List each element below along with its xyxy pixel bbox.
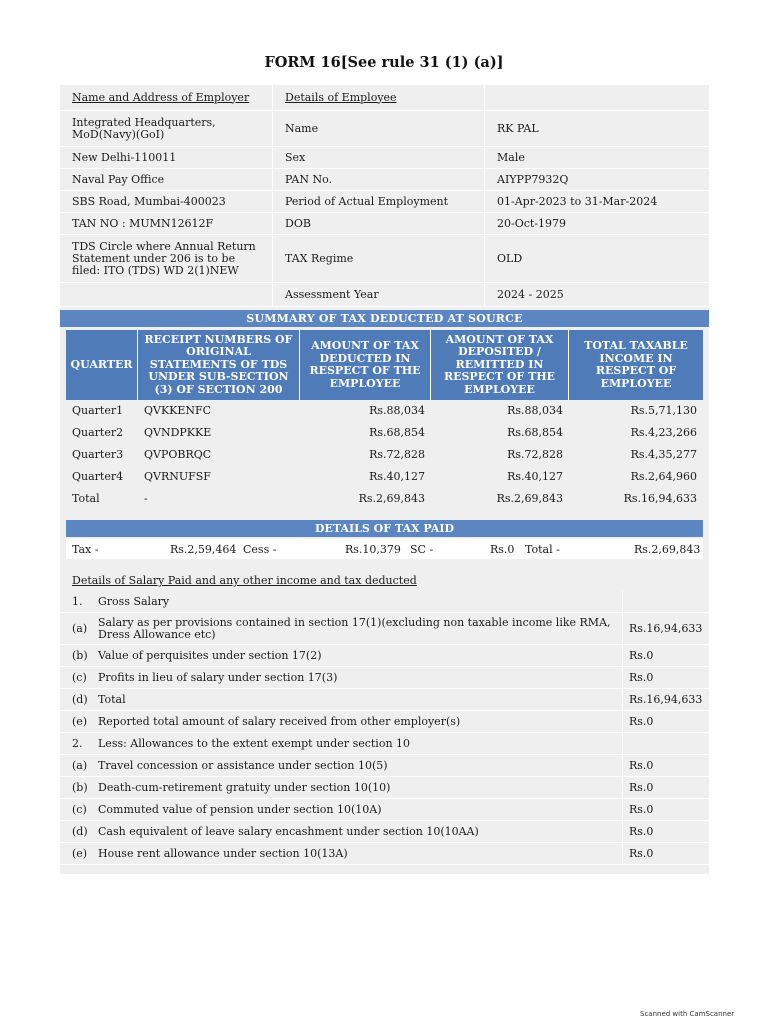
employee-field-label: Assessment Year (272, 283, 484, 307)
tax-deducted-cell: Rs.88,034 (369, 404, 425, 417)
table-row (60, 843, 709, 865)
row-index: (a) (60, 613, 92, 645)
taxable-income-cell: Rs.2,64,960 (630, 470, 697, 483)
table-row (66, 466, 703, 488)
table-row (60, 689, 709, 711)
tax-deducted-cell: Rs.40,127 (369, 470, 425, 483)
employee-header: Details of Employee (272, 85, 484, 111)
table-row (60, 711, 709, 733)
row-index: 2. (60, 733, 92, 755)
receipt-number-cell: QVPOBRQC (144, 448, 212, 461)
taxable-income-cell: Rs.5,71,130 (630, 404, 697, 417)
info-row (60, 213, 709, 235)
row-amount (622, 591, 709, 613)
info-row (60, 111, 709, 147)
table-row (60, 733, 709, 755)
row-label: Profits in lieu of salary under section 17(3) (92, 667, 622, 689)
row-amount: Rs.16,94,633 (622, 689, 709, 711)
quarter-cell: Quarter2 (72, 426, 124, 439)
table-row (66, 422, 703, 444)
tax-deposited-cell: Rs.72,828 (507, 448, 563, 461)
employee-field-label: TAX Regime (272, 235, 484, 283)
tax-paid-row (66, 539, 703, 559)
row-label: Commuted value of pension under section 10(10A) (92, 799, 622, 821)
row-index: (e) (60, 843, 92, 865)
row-index: (c) (60, 799, 92, 821)
table-row (66, 400, 703, 422)
row-label: House rent allowance under section 10(13A) (92, 843, 622, 865)
employer-line (60, 283, 272, 307)
total-value: Rs.2,69,843 (634, 543, 701, 556)
employee-field-value: 2024 - 2025 (484, 283, 709, 307)
employee-field-label: PAN No. (272, 169, 484, 191)
row-label: Total (92, 689, 622, 711)
info-row (60, 147, 709, 169)
tds-summary-section (60, 310, 709, 512)
table-row (60, 645, 709, 667)
salary-section (60, 564, 709, 874)
row-index: (c) (60, 667, 92, 689)
tds-summary-title: SUMMARY OF TAX DEDUCTED AT SOURCE (60, 310, 709, 327)
row-index: 1. (60, 591, 92, 613)
employer-header: Name and Address of Employer (60, 85, 272, 111)
quarter-cell: Total (72, 492, 100, 505)
employee-field-value: AIYPP7932Q (484, 169, 709, 191)
tds-summary-table (66, 330, 703, 510)
col-header-tax-deposited: AMOUNT OF TAX DEPOSITED / REMITTED IN RESPECT OF THE EMPLOYEE (431, 330, 569, 400)
row-amount: Rs.0 (622, 755, 709, 777)
employer-line: Naval Pay Office (60, 169, 272, 191)
row-amount: Rs.16,94,633 (622, 613, 709, 645)
sc-label: SC - (410, 543, 434, 556)
receipt-number-cell: - (144, 492, 148, 505)
employee-field-value: 01-Apr-2023 to 31-Mar-2024 (484, 191, 709, 213)
receipt-number-cell: QVRNUFSF (144, 470, 211, 483)
table-row (60, 591, 709, 613)
row-label: Travel concession or assistance under section 10(5) (92, 755, 622, 777)
employee-field-value: 20-Oct-1979 (484, 213, 709, 235)
cess-label: Cess - (243, 543, 277, 556)
form-title: FORM 16[See rule 31 (1) (a)] (264, 54, 504, 71)
cess-value: Rs.10,379 (345, 543, 401, 556)
row-index: (b) (60, 777, 92, 799)
row-label: Less: Allowances to the extent exempt under section 10 (92, 733, 622, 755)
employee-field-label: Name (272, 111, 484, 147)
col-header-taxable-income: TOTAL TAXABLE INCOME IN RESPECT OF EMPLOYEE (569, 330, 703, 400)
col-header-quarter: QUARTER (66, 330, 138, 400)
employer-line: SBS Road, Mumbai-400023 (60, 191, 272, 213)
employer-line: TAN NO : MUMN12612F (60, 213, 272, 235)
row-label: Gross Salary (92, 591, 622, 613)
scanner-watermark-text: Scanned with CamScanner (640, 1010, 735, 1018)
employee-field-label: DOB (272, 213, 484, 235)
tax-deducted-cell: Rs.2,69,843 (358, 492, 425, 505)
sc-value: Rs.0 (490, 543, 515, 556)
row-amount: Rs.0 (622, 777, 709, 799)
employer-employee-section (60, 85, 709, 310)
row-index: (b) (60, 645, 92, 667)
row-label: Reported total amount of salary received from other employer(s) (92, 711, 622, 733)
tax-deposited-cell: Rs.2,69,843 (496, 492, 563, 505)
tax-label: Tax - (72, 543, 99, 556)
tax-deposited-cell: Rs.88,034 (507, 404, 563, 417)
tax-paid-title: DETAILS OF TAX PAID (66, 520, 703, 537)
info-row (60, 191, 709, 213)
quarter-cell: Quarter4 (72, 470, 124, 483)
row-label: Cash equivalent of leave salary encashment under section 10(10AA) (92, 821, 622, 843)
row-index: (e) (60, 711, 92, 733)
employer-line: Integrated Headquarters, MoD(Navy)(GoI) (60, 111, 272, 147)
row-amount: Rs.0 (622, 799, 709, 821)
info-row (60, 235, 709, 283)
row-label: Value of perquisites under section 17(2) (92, 645, 622, 667)
salary-table (60, 591, 709, 865)
row-amount: Rs.0 (622, 843, 709, 865)
col-header-tax-deducted: AMOUNT OF TAX DEDUCTED IN RESPECT OF THE EMPLOYEE (300, 330, 431, 400)
tax-deducted-cell: Rs.72,828 (369, 448, 425, 461)
salary-details-heading: Details of Salary Paid and any other income and tax deducted (72, 574, 417, 587)
tax-paid-section (60, 512, 709, 564)
info-row (60, 169, 709, 191)
employee-field-value: Male (484, 147, 709, 169)
taxable-income-cell: Rs.16,94,633 (623, 492, 697, 505)
employee-field-value: RK PAL (484, 111, 709, 147)
info-row (60, 283, 709, 307)
row-index: (d) (60, 689, 92, 711)
tds-summary-header-row (66, 330, 703, 400)
table-row (60, 799, 709, 821)
row-index: (d) (60, 821, 92, 843)
taxable-income-cell: Rs.4,35,277 (630, 448, 697, 461)
row-amount: Rs.0 (622, 645, 709, 667)
table-row (60, 777, 709, 799)
row-amount: Rs.0 (622, 711, 709, 733)
tax-value: Rs.2,59,464 (170, 543, 237, 556)
table-row (66, 444, 703, 466)
quarter-cell: Quarter3 (72, 448, 124, 461)
row-label: Salary as per provisions contained in section 17(1)(excluding non taxable income like RMA, Dress Allowance etc) (92, 613, 622, 645)
employee-field-label: Period of Actual Employment (272, 191, 484, 213)
row-amount (622, 733, 709, 755)
taxable-income-cell: Rs.4,23,266 (630, 426, 697, 439)
info-header-blank (484, 85, 709, 111)
employee-field-value: OLD (484, 235, 709, 283)
employee-field-label: Sex (272, 147, 484, 169)
total-label: Total - (525, 543, 560, 556)
table-row-total (66, 488, 703, 510)
employer-employee-table (60, 85, 709, 307)
employer-line: New Delhi-110011 (60, 147, 272, 169)
row-amount: Rs.0 (622, 667, 709, 689)
quarter-cell: Quarter1 (72, 404, 124, 417)
table-row (60, 667, 709, 689)
info-header-row (60, 85, 709, 111)
row-label: Death-cum-retirement gratuity under section 10(10) (92, 777, 622, 799)
tax-deposited-cell: Rs.68,854 (507, 426, 563, 439)
receipt-number-cell: QVKKENFC (144, 404, 212, 417)
row-index: (a) (60, 755, 92, 777)
row-amount: Rs.0 (622, 821, 709, 843)
table-row (60, 613, 709, 645)
employer-line: TDS Circle where Annual Return Statement under 206 is to be filed: ITO (TDS) WD 2(1)NEW (60, 235, 272, 283)
receipt-number-cell: QVNDPKKE (144, 426, 212, 439)
tax-deducted-cell: Rs.68,854 (369, 426, 425, 439)
table-row (60, 755, 709, 777)
col-header-receipt-numbers: RECEIPT NUMBERS OF ORIGINAL STATEMENTS OF TDS UNDER SUB-SECTION (3) OF SECTION 200 (138, 330, 300, 400)
table-row (60, 821, 709, 843)
tax-deposited-cell: Rs.40,127 (507, 470, 563, 483)
